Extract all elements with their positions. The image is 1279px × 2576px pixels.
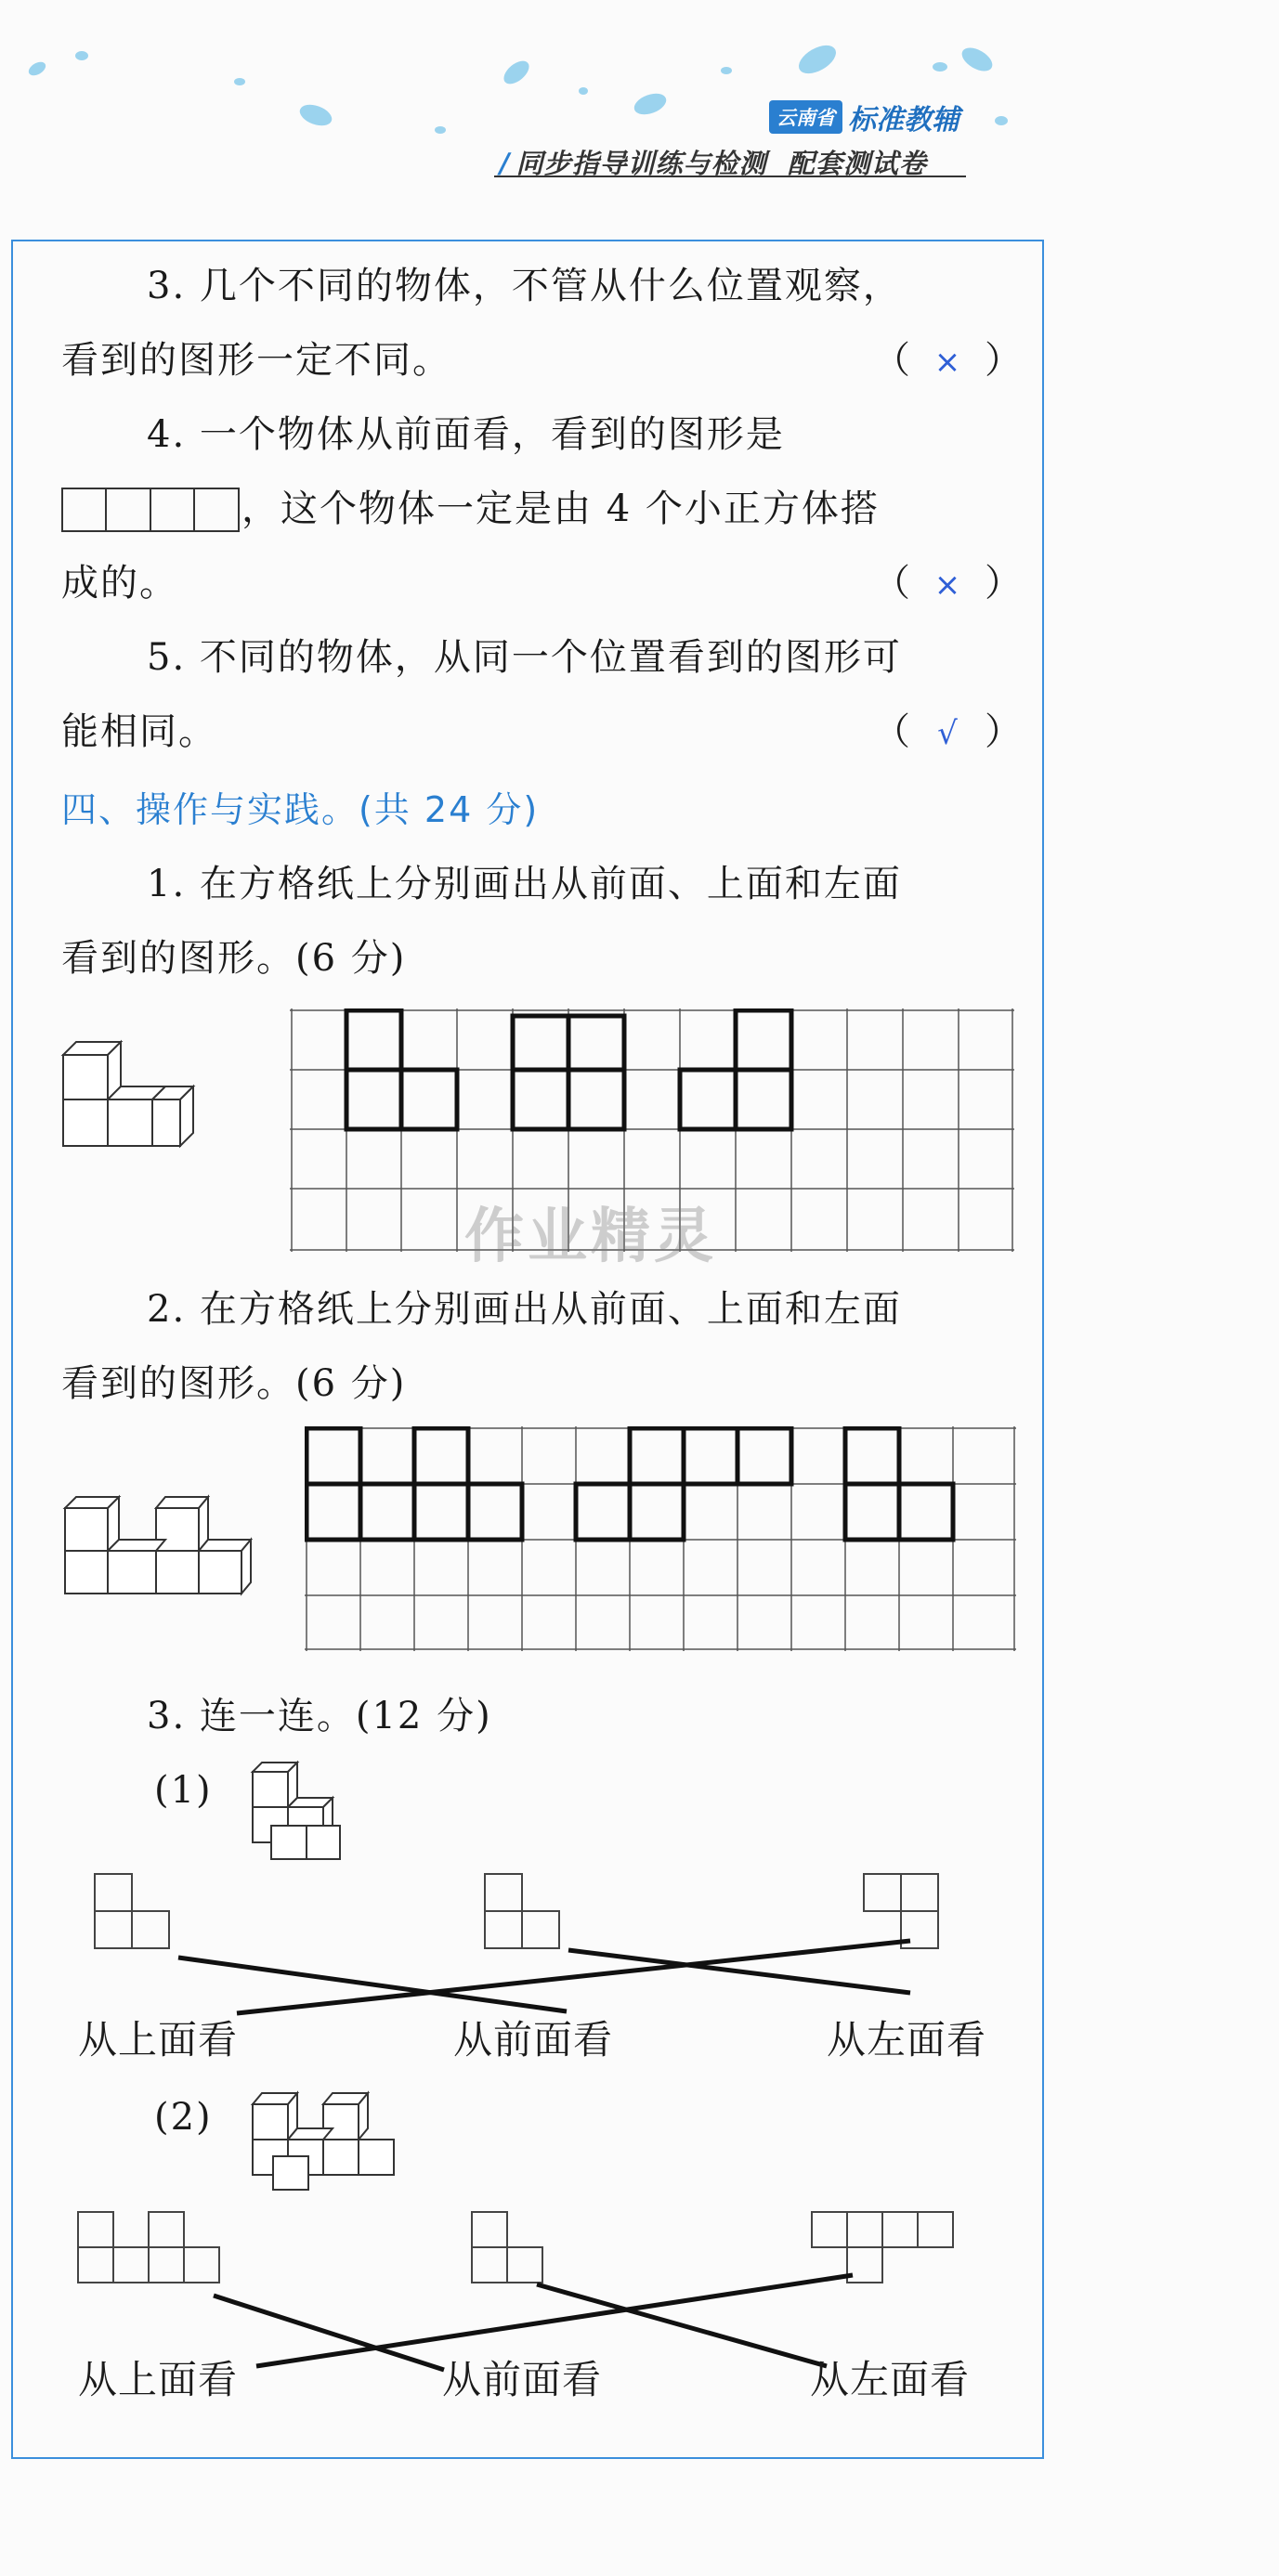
p2-grid-paper — [305, 1426, 1016, 1653]
paren-open: （ — [873, 710, 910, 753]
sub1-answer-lines — [0, 1913, 1040, 2024]
q5-answer-mark: √ — [937, 715, 958, 752]
q5-answer — [873, 704, 1022, 761]
sub1-label: (1) — [154, 1769, 213, 1812]
sub2-label-left: 从左面看 — [810, 2357, 971, 2402]
sub2-label-top: 从上面看 — [78, 2357, 239, 2402]
q4-line2: ，这个物体一定是由 4 个小正方体搭 — [241, 488, 880, 530]
sub1-label-front: 从前面看 — [453, 2017, 614, 2062]
q4-answer-mark: × — [933, 566, 961, 604]
paren-open: （ — [873, 339, 910, 382]
watermark-middle: 作业精灵 — [464, 1203, 717, 1271]
sub1-cube-figure — [247, 1755, 349, 1867]
q4-line1: 4. 一个物体从前面看，看到的图形是 — [147, 413, 785, 456]
header-banner — [0, 0, 1279, 186]
q5-line1: 5. 不同的物体，从同一个位置看到的图形可 — [147, 636, 902, 679]
sub2-cube-figure — [247, 2082, 414, 2192]
brand-name: 标准教辅 — [848, 104, 959, 137]
paren-close: ） — [985, 339, 1022, 382]
sub2-label: (2) — [154, 2096, 213, 2139]
p2-line2: 看到的图形。(6 分) — [61, 1362, 407, 1405]
q3-line2: 看到的图形一定不同。 — [61, 339, 451, 382]
q4-inline-squares — [61, 488, 240, 532]
q3-answer — [873, 332, 1022, 390]
q4-line3: 成的。 — [61, 562, 178, 605]
p1-line2: 看到的图形。(6 分) — [61, 937, 407, 980]
paren-close: ） — [985, 710, 1022, 753]
sub2-label-front: 从前面看 — [442, 2357, 603, 2402]
section4-title: 四、操作与实践。(共 24 分) — [61, 789, 540, 830]
q3-answer-mark: × — [933, 344, 961, 381]
header-rule — [0, 0, 1279, 186]
book-subtitle: / 同步指导训练与检测 配套测试卷 — [500, 148, 927, 179]
paren-close: ） — [985, 562, 1022, 605]
brand-tag: 云南省 — [769, 100, 842, 134]
subtitle-right: 配套测试卷 — [787, 148, 927, 179]
p1-cube-figure — [59, 1031, 208, 1161]
p3-title: 3. 连一连。(12 分) — [147, 1695, 492, 1737]
q3-line1: 3. 几个不同的物体，不管从什么位置观察， — [147, 265, 902, 307]
sub1-label-left: 从左面看 — [827, 2017, 987, 2062]
subtitle-main: 同步指导训练与检测 — [516, 148, 767, 179]
q4-answer — [873, 555, 1022, 613]
p2-line1: 2. 在方格纸上分别画出从前面、上面和左面 — [147, 1288, 902, 1331]
paren-open: （ — [873, 562, 910, 605]
q5-line2: 能相同。 — [61, 710, 217, 753]
p1-line1: 1. 在方格纸上分别画出从前面、上面和左面 — [147, 863, 902, 905]
p2-cube-figure — [59, 1486, 254, 1597]
sub1-label-top: 从上面看 — [78, 2017, 239, 2062]
